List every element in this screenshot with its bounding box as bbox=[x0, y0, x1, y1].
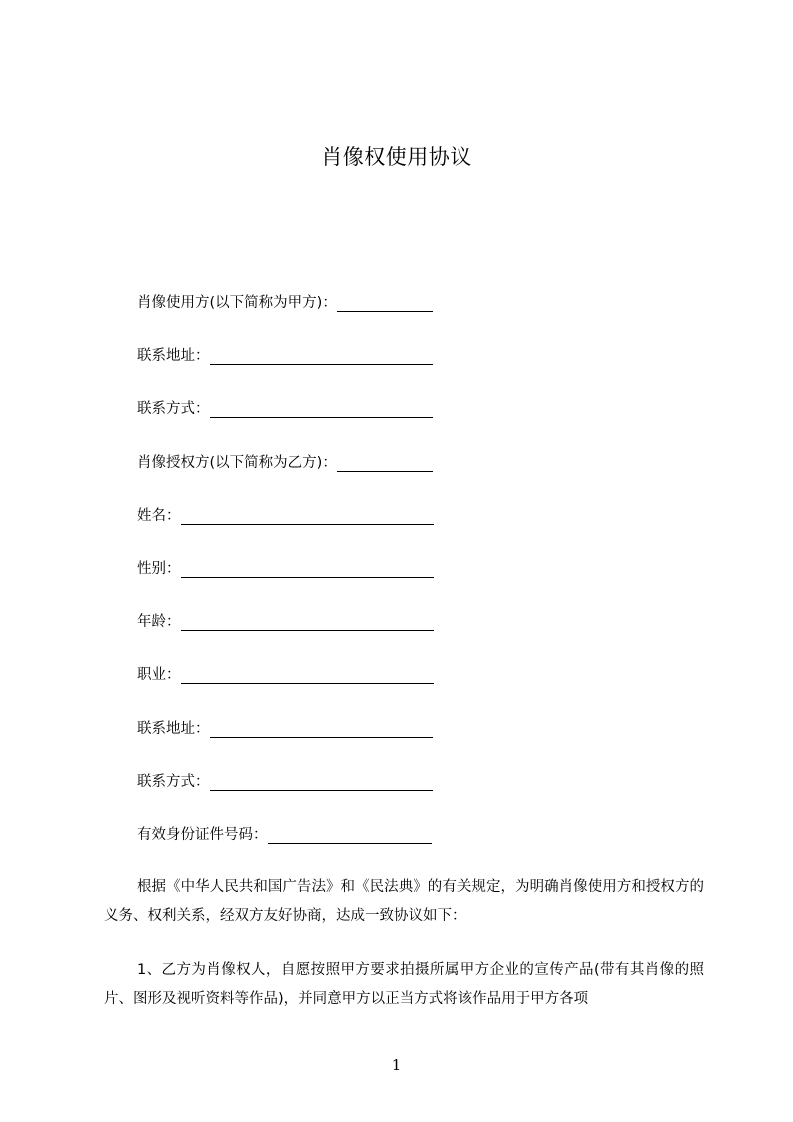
field-label: 有效身份证件号码： bbox=[137, 827, 268, 843]
field-label: 联系方式： bbox=[137, 774, 210, 790]
clause-paragraph: 1、乙方为肖像权人，自愿按照甲方要求拍摄所属甲方企业的宣传产品(带有其肖像的照片、图形及视听资料等作品)，并同意甲方以正当方式将该作品用于甲方各项 bbox=[104, 962, 704, 1007]
field-label: 联系方式： bbox=[137, 401, 210, 417]
fill-in-blank[interactable] bbox=[181, 665, 434, 684]
fill-in-blank[interactable] bbox=[181, 612, 434, 631]
field-label: 肖像使用方(以下简称为甲方)： bbox=[137, 295, 337, 311]
field-label: 联系地址： bbox=[137, 348, 210, 364]
fill-in-blank[interactable] bbox=[210, 346, 433, 365]
field-label: 职业： bbox=[137, 667, 181, 683]
field-occupation bbox=[137, 663, 434, 687]
page-number: 1 bbox=[391, 1056, 402, 1074]
fill-in-blank[interactable] bbox=[181, 559, 434, 578]
fill-in-blank[interactable] bbox=[210, 772, 433, 791]
fill-in-blank[interactable] bbox=[181, 506, 434, 525]
field-gender bbox=[137, 557, 434, 581]
field-id-number bbox=[137, 823, 432, 847]
preamble-paragraph: 根据《中华人民共和国广告法》和《民法典》的有关规定，为明确肖像使用方和授权方的义务、权利关系，经双方友好协商，达成一致协议如下： bbox=[104, 879, 704, 924]
fill-in-blank[interactable] bbox=[337, 453, 433, 472]
fill-in-blank[interactable] bbox=[268, 825, 432, 844]
fill-in-blank[interactable] bbox=[337, 293, 433, 312]
field-label: 姓名： bbox=[137, 508, 181, 524]
field-age bbox=[137, 610, 434, 634]
field-user-address bbox=[137, 344, 433, 368]
fill-in-blank[interactable] bbox=[210, 719, 433, 738]
fill-in-blank[interactable] bbox=[210, 399, 433, 418]
document-title: 肖像权使用协议 bbox=[321, 145, 472, 169]
field-grantor-address bbox=[137, 717, 433, 741]
field-name bbox=[137, 504, 434, 528]
field-label: 年龄： bbox=[137, 614, 181, 630]
field-label: 联系地址： bbox=[137, 721, 210, 737]
field-grantor-contact bbox=[137, 770, 433, 794]
field-grantor-party bbox=[137, 451, 433, 475]
field-label: 肖像授权方(以下简称为乙方)： bbox=[137, 455, 337, 471]
field-label: 性别： bbox=[137, 561, 181, 577]
field-user-party bbox=[137, 291, 433, 315]
field-user-contact bbox=[137, 397, 433, 421]
